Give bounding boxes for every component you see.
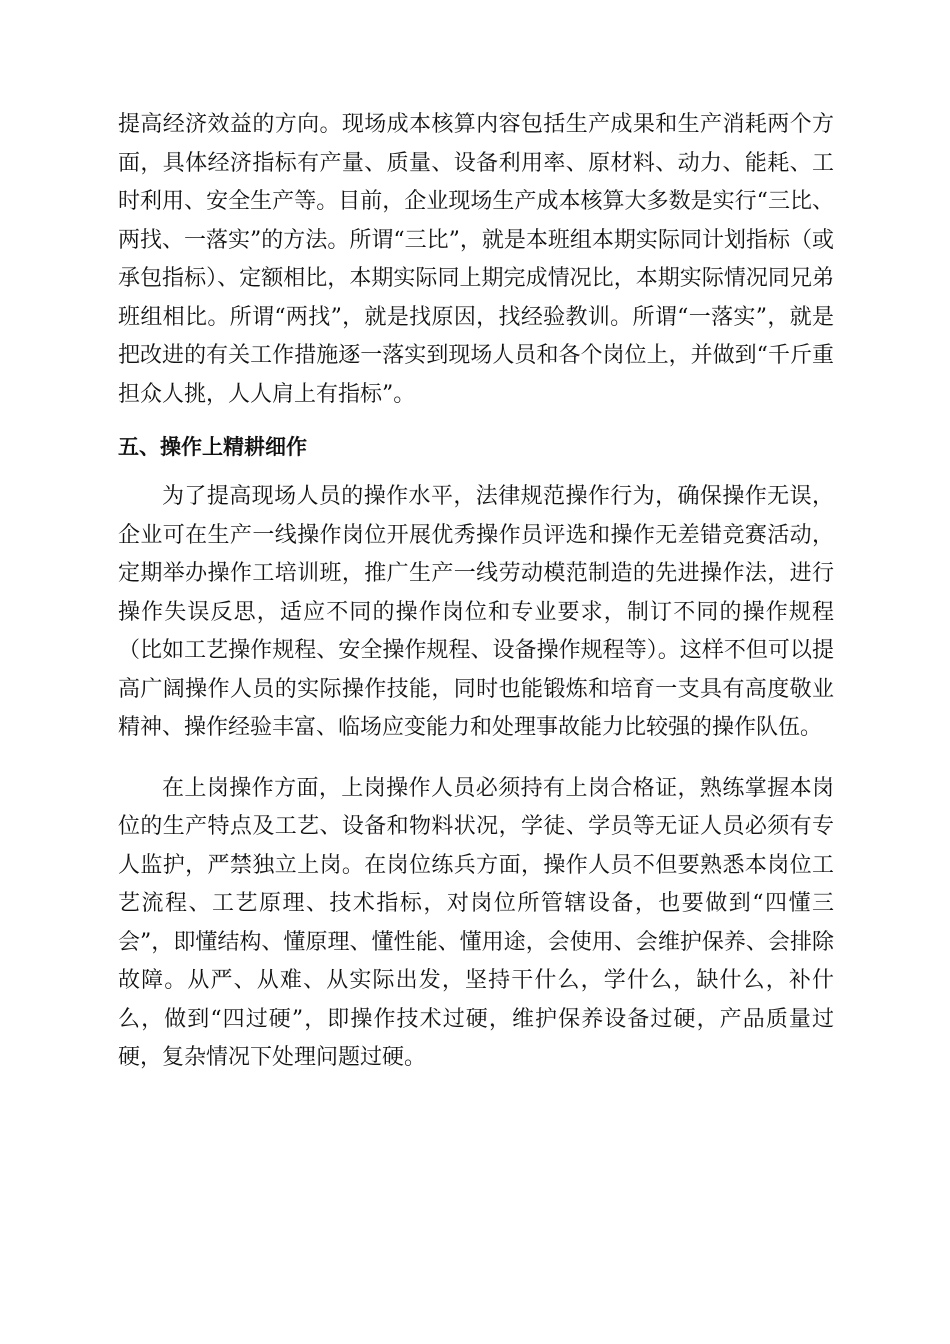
paragraph-job-training: 在上岗操作方面，上岗操作人员必须持有上岗合格证，熟练掌握本岗位的生产特点及工艺、设备和物料状况，学徒、学员等无证人员必须有专人监护，严禁独立上岗。在岗位练兵方面，操作人员不但要熟悉本岗位工艺流程、工艺原理、技术指标，对岗位所管辖设备，也要做到“四懂三会”，即懂结构、懂原理、懂性能、懂用途，会使用、会维护保养、会排除故障。从严、从难、从实际出发，坚持干什么，学什么，缺什么，补什么，做到“四过硬”，即操作技术过硬，维护保养设备过硬，产品质量过硬，复杂情况下处理问题过硬。	[118, 775, 834, 1070]
paragraph-cost-accounting: 提高经济效益的方向。现场成本核算内容包括生产成果和生产消耗两个方面，具体经济指标有产量、质量、设备利用率、原材料、动力、能耗、工时利用、安全生产等。目前，企业现场生产成本核算大多数是实行“三比、两找、一落实”的方法。所谓“三比”，就是本班组本期实际同计划指标（或承包指标）、定额相比，本期实际同上期完成情况比，本期实际情况同兄弟班组相比。所谓“两找”，就是找原因，找经验教训。所谓“一落实”，就是把改进的有关工作措施逐一落实到现场人员和各个岗位上，并做到“千斤重担众人挑，人人肩上有指标”。	[118, 112, 834, 407]
section-heading: 五、操作上精耕细作	[118, 435, 307, 459]
document-page	[118, 106, 834, 1078]
paragraph-operation-skills: 为了提高现场人员的操作水平，法律规范操作行为，确保操作无误，企业可在生产一线操作岗位开展优秀操作员评选和操作无差错竞赛活动，定期举办操作工培训班，推广生产一线劳动模范制造的先进操作法，进行操作失误反思，适应不同的操作岗位和专业要求，制订不同的操作规程（比如工艺操作规程、安全操作规程、设备操作规程等）。这样不但可以提高广阔操作人员的实际操作技能，同时也能锻炼和培育一支具有高度敬业精神、操作经验丰富、临场应变能力和处理事故能力比较强的操作队伍。	[118, 484, 834, 740]
